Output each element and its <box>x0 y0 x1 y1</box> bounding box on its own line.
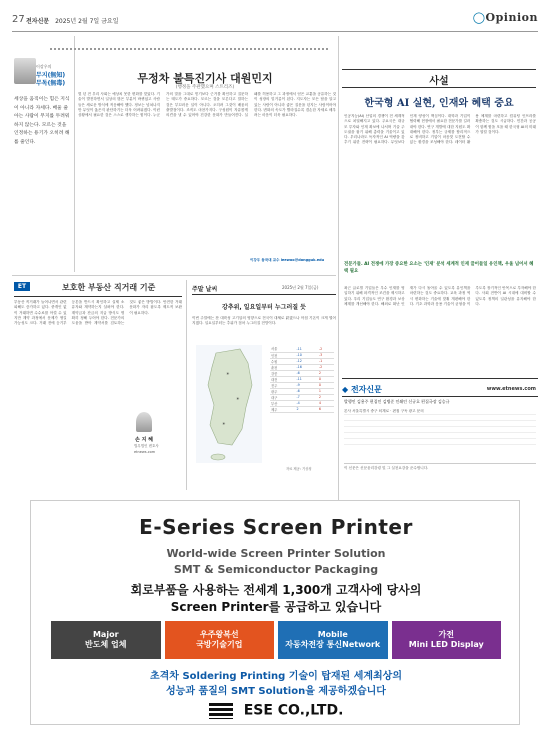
weather-cell-city: 대전 <box>270 376 295 382</box>
ad-line-1: World-wide Screen Printer Solution <box>166 547 386 560</box>
weather-cell-city: 춘천 <box>270 364 295 370</box>
svg-text:☀: ☀ <box>226 371 230 376</box>
page-number: 27 <box>12 14 25 25</box>
ad-line-2: SMT & Semiconductor Packaging <box>173 563 379 576</box>
svg-text:☀: ☀ <box>236 396 240 401</box>
weather-title: 주말 날씨 <box>192 286 218 293</box>
ad-company-name: ESE CO.,LTD. <box>243 702 344 719</box>
et-title: 보호한 부동산 직거래 기준 <box>62 283 156 292</box>
ad-chip: Major 반도체 업체 <box>51 621 161 659</box>
weather-cell-am: -7 <box>295 394 317 400</box>
section-title: ◯Opinion <box>472 11 538 24</box>
weather-headline: 강추위, 일요일부터 누그러질 듯 <box>222 304 306 311</box>
weather-cell-city: 광주 <box>270 388 295 394</box>
masthead-url: www.etnews.com <box>486 386 536 392</box>
weather-cell-am: -4 <box>295 400 317 406</box>
ad-bottom-2: 성능과 품질의 SMT Solution을 제공하겠습니다 <box>166 686 386 697</box>
weather-cell-pm: 0 <box>318 376 334 382</box>
weather-cell-pm: -1 <box>318 358 334 364</box>
weather-cell-city: 인천 <box>270 352 295 358</box>
ese-logo-icon <box>209 703 233 719</box>
weather-cell-pm: 2 <box>318 394 334 400</box>
jeju-island-shape <box>211 454 225 460</box>
author-label: 이강우의 <box>36 64 52 69</box>
editorial-body-2: 최근 글로벌 기업들은 우수 인재를 영입하기 위해 파격적인 조건을 제시하고 있다. 우리 기업들도 연구 환경과 보상 체계를 개선해야 한다. 해외로 떠난 인재가 다시 돌아올 수 있도록 유인책을 마련하는 것도 중요하다. 교육 과정 역시 변화하는 기술에 맞춰 개편해야 한다. 기초 과학과 응용 기술이 균형을 이루도록 장기적인 안목으로 투자해야 한다. 사회 전반이 AI 시대에 대비할 수 있도록 정책의 일관성을 유지해야 한다. <box>344 286 536 306</box>
paper-info <box>26 16 119 25</box>
ad-korean-2: Screen Printer를 공급하고 있습니다 <box>170 600 382 614</box>
masthead-box <box>342 378 538 478</box>
masthead-notice: 이 신문은 신문윤리강령 및 그 실천요강을 준수합니다. <box>344 463 536 471</box>
weather-cell-am: -6 <box>295 388 317 394</box>
page-header <box>12 10 538 32</box>
weather-cell-pm: -2 <box>318 346 334 352</box>
weather-cell-pm: 6 <box>318 406 334 412</box>
ad-title: E-Series Screen Printer <box>139 515 413 539</box>
et-body: 부동산 직거래가 늘어나면서 관련 피해도 증가하고 있다. 중개인 없이 거래하면 수수료를 아낄 수 있지만 계약 과정에서 문제가 생길 가능성도 크다. 거래 전에 등기부등본을 반드시 확인하고 실제 소유자와 계약하는지 살펴야 한다. 계약금과 잔금의 지급 방식도 명확히 정해 두어야 한다. 전문가의 도움을 받아 계약서를 검토하는 것도 좋은 방법이다. 안전한 거래 문화가 자리 잡도록 제도적 보완이 필요하다. <box>14 300 182 326</box>
weather-cell-pm: 2 <box>318 370 334 376</box>
weather-cell-pm: -2 <box>318 364 334 370</box>
weather-cell-city: 전주 <box>270 382 295 388</box>
author-avatar <box>14 58 36 84</box>
et-tag: ET <box>14 282 30 291</box>
masthead-logo: ◆ 전자신문 <box>342 384 382 394</box>
weather-map <box>196 345 262 463</box>
weather-source: 자료 제공: 기상청 <box>286 467 312 471</box>
ad-chip-row <box>51 621 501 659</box>
weather-cell-city: 수원 <box>270 358 295 364</box>
ad-chip: Mobile 자동차전장 통신Network <box>278 621 388 659</box>
svg-text:☀: ☀ <box>222 421 226 426</box>
ad-company <box>31 700 521 719</box>
editorial-title: 한국형 AI 실현, 인재와 혜택 중요 <box>364 98 514 109</box>
weather-cell-pm: -3 <box>318 352 334 358</box>
paper-date: 2025년 2월 7일 금요일 <box>55 18 119 25</box>
weather-cell-am: -12 <box>295 358 317 364</box>
weather-cell-am: -6 <box>295 370 317 376</box>
weather-cell-am: -16 <box>295 364 317 370</box>
main-subtitle: (행정을 주관했으며 스트리즈) <box>175 85 235 90</box>
weather-cell-am: 2 <box>295 406 317 412</box>
main-body: 몇 년 전 우리 사회는 예상치 못한 변화를 맞았다. 기술이 발전하면서 일상의 많은 부분이 바뀌었고 사람들은 새로운 방식에 적응해야 했다. 정보는 넘쳐나지만 무엇이 옳은지 판단하기는 더욱 어려워졌다. 이런 상황에서 필요한 것은 스스로 생각하는 힘이다. 누군가의 말을 그대로 믿기보다 근거를 확인하고 질문하는 태도가 중요하다. 모르는 것을 모른다고 말하는 것은 부끄러운 일이 아니다. 오히려 그것이 배움의 출발점이다. 조직도 마찬가지다. 구성원이 자유롭게 의견을 낼 수 있어야 건강한 문화가 만들어진다. 실패를 허용하고 그 과정에서 얻은 교훈을 공유하는 것이 성장의 밑거름이 된다. 지도자는 모든 답을 알고 있는 사람이 아니라 좋은 질문을 던지는 사람이어야 한다. 변화의 속도가 빨라질수록 겸손한 자세로 배우려는 마음이 더욱 필요하다. <box>78 92 336 118</box>
weather-cell-pm: 4 <box>318 400 334 406</box>
editorial-body: 인공지능(AI) 산업의 경쟁이 전 세계적으로 치열해지고 있다. 주요국은 대규모 투자와 인재 확보에 나서며 기술 주도권을 잡기 위해 총력을 기울이고 있다. 우리나라도 독자적인 AI 역량을 갖추기 위한 전략이 필요하다. 무엇보다 인재 양성이 핵심이다. 대학과 기업이 협력해 현장에서 필요한 전문가를 길러내야 한다. 연구 개발에 대한 지원도 확대해야 한다. 정부는 규제를 합리적으로 정비하고 기업이 마음껏 도전할 수 있는 환경을 조성해야 한다. 데이터 활용 체계를 마련하고 컴퓨팅 인프라를 확충하는 것도 시급하다. 민간과 공공이 함께 힘을 모을 때 한국형 AI의 미래가 열릴 것이다. <box>344 114 536 145</box>
editorial-label: 사설 <box>429 76 449 87</box>
masthead-row2: 본사 서울특별시 중구 퇴계로 · 편집 구독 광고 문의 <box>344 409 536 449</box>
weather-cell-am: -11 <box>295 376 317 382</box>
weather-body: 이번 주말에는 찬 대륙성 고기압의 영향으로 전국이 대체로 맑겠으나 아침 기온이 크게 떨어지겠다. 일요일부터는 추위가 점차 누그러질 전망이다. <box>192 316 336 326</box>
weather-row <box>270 406 334 412</box>
weather-table <box>270 346 334 413</box>
et-author-email: etnews.com <box>134 450 156 454</box>
weather-cell-city: 대구 <box>270 394 295 400</box>
weather-cell-am: -9 <box>295 382 317 388</box>
main-byline: 이강우 동국대 교수 leewoo@dongguk.edu <box>250 258 325 262</box>
masthead-logo-icon: ◆ <box>342 384 349 394</box>
weather-cell-pm: 0 <box>318 382 334 388</box>
column-quote: 세상을 움직이는 힘은 지식이 아니라 자세다. 배울 줄 아는 사람이 무지를 두려워하지 않는다. 모르는 것을 인정하는 용기가 오히려 해를 줄인다. <box>14 97 70 145</box>
masthead-row1: 발행인 김용주 편집인 김병준 인쇄인 신규호 편집국장 김승규 <box>344 399 450 404</box>
weather-cell-city: 서울 <box>270 346 295 352</box>
editorial-callout: 전문가들. AI 전쟁에 가장 중요한 요소는 '인재' 분석 세계적 인재 끌어들일 유인책, 우울 넘어서 혜택 필요 <box>344 262 534 274</box>
weather-date: 2025년 2월 7일(금) <box>282 285 319 290</box>
weather-cell-city: 강릉 <box>270 370 295 376</box>
weather-cell-city: 부산 <box>270 400 295 406</box>
author-name: 무지(無知) <box>36 72 66 79</box>
et-author-photo <box>136 412 152 432</box>
et-author-name: 손 지 혜 <box>135 437 153 443</box>
weather-cell-city: 제주 <box>270 406 295 412</box>
paper-name: 전자신문 <box>26 18 50 25</box>
ad-korean-1: 회로부품을 사용하는 전세계 1,300개 고객사에 당사의 <box>130 583 422 597</box>
weather-cell-am: -10 <box>295 352 317 358</box>
weather-cell-am: -11 <box>295 346 317 352</box>
weather-cell-pm: 1 <box>318 388 334 394</box>
ad-chip: 우주왕복선 국방기술기업 <box>165 621 275 659</box>
title-ornament <box>50 48 330 50</box>
ad-bottom-1: 초격차 Soldering Printing 기술이 탑재된 세계최상의 <box>149 671 403 682</box>
ad-chip: 가전 Mini LED Display <box>392 621 502 659</box>
author-name-2: 무독(無毒) <box>36 80 66 87</box>
advertisement <box>30 500 520 725</box>
et-author-title: 법무법인 변호사 <box>134 444 159 448</box>
main-title: 무정차 불특진기사 대원민지 <box>137 72 273 85</box>
opinion-logo-icon: ◯ <box>472 11 486 24</box>
